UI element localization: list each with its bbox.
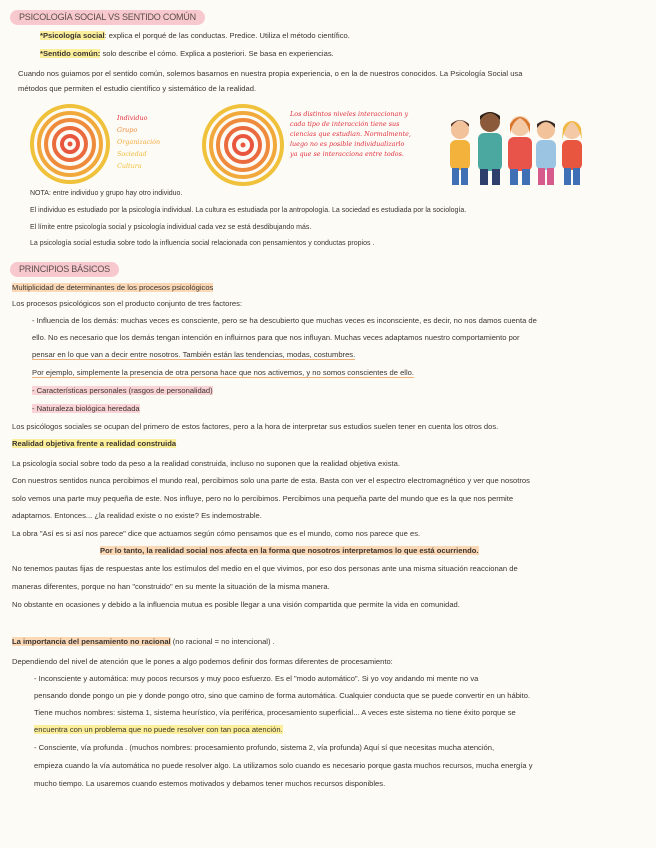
group-of-friends-illustration bbox=[438, 100, 598, 185]
paragraph-line: Dependiendo del nivel de atención que le pones a algo podemos definir dos formas diferentes de procesamiento: bbox=[12, 657, 393, 666]
processing-line: encuentra con un problema que no puede resolver con tan poca atención. bbox=[34, 725, 283, 734]
definition-sentido-comun bbox=[40, 48, 334, 59]
legend-organizacion: Organización bbox=[117, 138, 161, 146]
paragraph-line: adaptarnos. Entonces... ¿la realidad existe o no existe? Es indemostrable. bbox=[12, 511, 262, 520]
diagram-note-line: luego no es posible individualizarlo bbox=[290, 140, 405, 148]
paragraph-line: Los psicólogos sociales se ocupan del primero de estos factores, pero a la hora de interpretar sus estudios suelen tener en cuenta los otros dos. bbox=[12, 422, 499, 431]
section-title-psicologia-social: PSICOLOGÍA SOCIAL VS SENTIDO COMÚN bbox=[10, 10, 205, 25]
processing-line: Tiene muchos nombres: sistema 1, sistema heurístico, vía periférica, procesamiento superficial... A veces este sistema no tiene éxito porque se bbox=[34, 708, 516, 717]
nota-line: El individuo es estudiado por la psicología individual. La cultura es estudiada por la antropología. La sociedad es estudiada por la sociología. bbox=[30, 207, 467, 214]
concentric-levels-diagram bbox=[30, 104, 110, 184]
term-psicologia-social: *Psicología social bbox=[40, 31, 105, 40]
factor-line: Por ejemplo, simplemente la presencia de otra persona hace que nos activemos, y no somos conscientes de ello. bbox=[32, 368, 415, 377]
nota-line: La psicología social estudia sobre todo la influencia social relacionada con pensamientos y conductas propios . bbox=[30, 240, 375, 247]
processing-line: - Consciente, vía profunda . (muchos nombres: procesamiento profundo, sistema 2, vía profunda) Aquí sí que necesitas mucha atención, bbox=[34, 743, 495, 752]
principle-heading: La importancia del pensamiento no racional (no racional = no intencional) . bbox=[12, 637, 275, 646]
processing-line: - Inconsciente y automática: muy pocos recursos y muy poco esfuerzo. Es el "modo automático". Si yo voy andando mi mente no va bbox=[34, 674, 479, 683]
paragraph-line: Los procesos psicológicos son el producto conjunto de tres factores: bbox=[12, 299, 243, 308]
paragraph-line: solo vemos una parte muy pequeña de este. Nos influye, pero no lo percibimos. Percibimos una pequeña parte del mundo que es la que nos permite bbox=[12, 494, 514, 503]
legend-sociedad: Sociedad bbox=[117, 150, 147, 158]
diagram-note-line: ya que se interacciona entre todos. bbox=[290, 150, 404, 158]
factor-line: - Naturaleza biológica heredada bbox=[32, 404, 140, 413]
paragraph-line: La obra "Así es si así nos parece" dice que actuamos según cómo pensamos que es el mundo, como nos parece que es. bbox=[12, 529, 421, 538]
diagram-note-line: Los distintos niveles interaccionan y bbox=[290, 110, 409, 118]
diagram-note-line: cada tipo de interacción tiene sus bbox=[290, 120, 400, 128]
principle-heading: Realidad objetiva frente a realidad construida bbox=[12, 439, 177, 448]
definition-text: : explica el porqué de las conductas. Predice. Utiliza el método científico. bbox=[104, 31, 350, 40]
factor-line: pensar en lo que van a decir entre nosotros. También están las tendencias, modas, costumbres. bbox=[32, 350, 356, 359]
paragraph-line: Cuando nos guiamos por el sentido común, solemos basarnos en nuestra propia experiencia, o en la de nuestros conocidos. La Psicología Social usa bbox=[18, 69, 523, 78]
definition-text: solo describe el cómo. Explica a posteriori. Se basa en experiencias. bbox=[100, 49, 334, 58]
processing-line: empieza cuando la vía automática no puede resolver algo. La utilizamos solo cuando es necesario porque gasta muchos recursos, mucha energía y bbox=[34, 761, 533, 770]
interacting-levels-diagram bbox=[202, 104, 284, 186]
paragraph-line: No tenemos pautas fijas de respuestas ante los estímulos del medio en el que vivimos, por eso dos personas ante una misma situación reaccionan de bbox=[12, 564, 518, 573]
conclusion-line: Por lo tanto, la realidad social nos afecta en la forma que nosotros interpretamos lo que está ocurriendo. bbox=[100, 546, 479, 555]
processing-line: pensando donde pongo un pie y donde pongo otro, sino que camino de forma automática. Cualquier conducta que se puede convertir en un hábito. bbox=[34, 691, 531, 700]
paragraph-line: No obstante en ocasiones y debido a la influencia mutua es posible llegar a una visión compartida que permite la vida en comunidad. bbox=[12, 600, 460, 609]
processing-line: mucho tiempo. La usaremos cuando estemos motivados y debamos tener muchos recursos disponibles. bbox=[34, 779, 386, 788]
paragraph-line: maneras diferentes, porque no han "construido" en su mente la situación de la misma manera. bbox=[12, 582, 330, 591]
legend-individuo: Individuo bbox=[117, 114, 148, 122]
diagram-note-line: ciencias que estudian. Normalmente, bbox=[290, 130, 411, 138]
factor-line: - Influencia de los demás: muchas veces es consciente, pero se ha descubierto que muchas veces es inconsciente, es decir, no nos damos cuenta de bbox=[32, 316, 537, 325]
term-sentido-comun: *Sentido común: bbox=[40, 49, 101, 58]
principle-heading: Multiplicidad de determinantes de los procesos psicológicos bbox=[12, 283, 214, 292]
definition-psicologia-social bbox=[40, 30, 350, 41]
legend-cultura: Cultura bbox=[117, 162, 142, 170]
factor-line: ello. No es necesario que los demás tengan intención en influirnos para que nos influyan. Muchas veces adaptamos nuestro comportamiento por bbox=[32, 333, 520, 342]
nota-line: NOTA: entre individuo y grupo hay otro individuo. bbox=[30, 190, 183, 197]
paragraph-line: Con nuestros sentidos nunca percibimos el mundo real, percibimos solo una parte de esta. Basta con ver el espectro electromagnético y ver que nosotros bbox=[12, 476, 530, 485]
nota-line: El límite entre psicología social y psicología individual cada vez se está desdibujando más. bbox=[30, 224, 312, 231]
factor-line: - Características personales (rasgos de personalidad) bbox=[32, 386, 213, 395]
legend-grupo: Grupo bbox=[117, 126, 138, 134]
section-title-principios-basicos: PRINCIPIOS BÁSICOS bbox=[10, 262, 119, 277]
paragraph-line: métodos que permiten el estudio científico y sistemático de la realidad. bbox=[18, 84, 257, 93]
paragraph-line: La psicología social sobre todo da peso a la realidad construida, incluso no suponen que la realidad objetiva exista. bbox=[12, 459, 400, 468]
